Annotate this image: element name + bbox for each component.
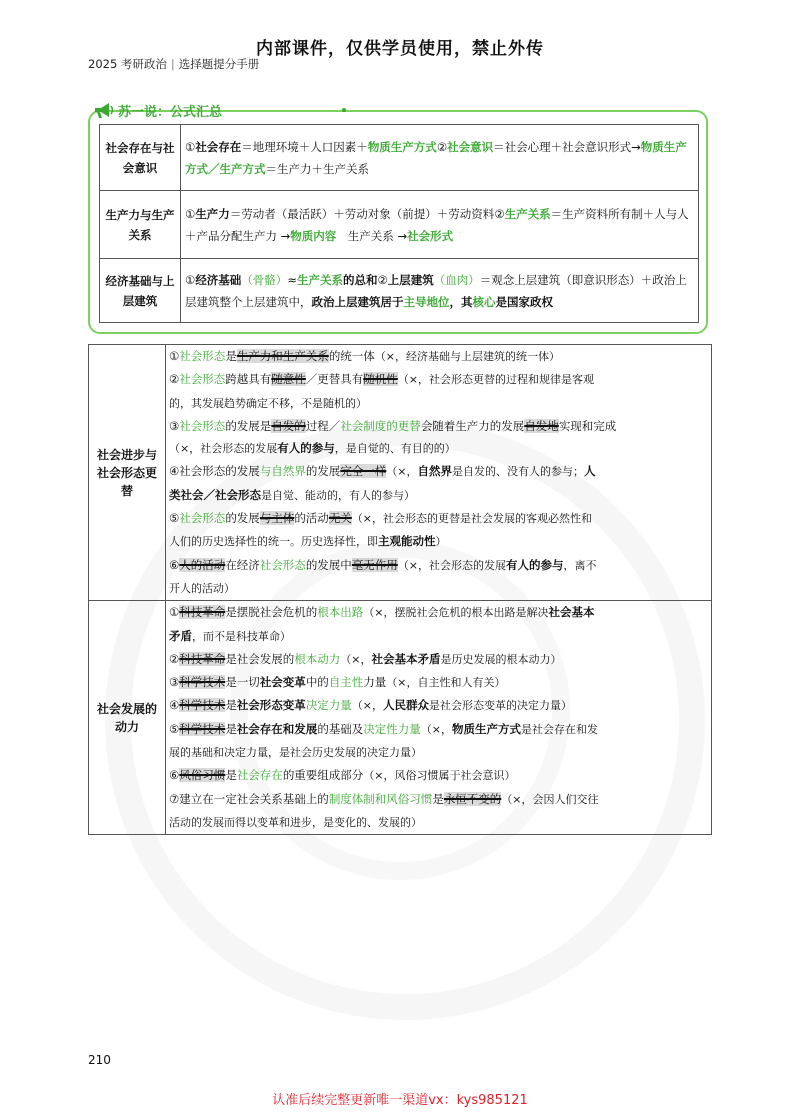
text-segment: 是: [225, 721, 237, 736]
topic-content: [166, 345, 712, 601]
text-segment: 是: [225, 698, 237, 713]
section-label-rule: [230, 110, 340, 111]
struck-text: 完全一样: [340, 464, 387, 479]
note-text: 是自觉、能动的，有人的参与）: [261, 488, 415, 502]
text-line: [169, 764, 708, 787]
footer-notice: 认准后续完整更新唯一渠道vx：kys985121: [272, 1093, 528, 1108]
text-segment: 是: [225, 349, 237, 363]
text-segment: 的统一体: [328, 349, 375, 363]
text-segment: ②: [436, 139, 448, 154]
struck-text: 永恒不变的: [443, 791, 502, 806]
emphasis-text: 物质生产方式: [367, 139, 437, 154]
text-segment: 的发展是: [225, 418, 272, 433]
text-line: [437, 140, 631, 154]
emphasis-text: 有人的参与: [277, 441, 335, 456]
struck-text: 与主体: [259, 511, 295, 526]
text-segment: 的基础及: [317, 721, 364, 736]
running-header: [88, 56, 259, 72]
struck-text: 科学技术: [179, 698, 226, 713]
emphasis-text: 物质内容: [290, 228, 337, 243]
text-segment: 的发展: [305, 464, 341, 479]
text-line: [243, 229, 454, 243]
text-line: [185, 207, 494, 221]
note-text: ，而不是科技革命）: [192, 629, 291, 643]
emphasis-text: （骨骼）: [241, 272, 288, 287]
formula-content: [181, 125, 699, 191]
formula-content: [181, 259, 699, 323]
struck-text: 科学技术: [179, 721, 226, 736]
text-segment: ⑤: [169, 721, 180, 736]
topic-category: 社会发展的动力: [89, 601, 166, 835]
struck-text: 人的活动: [179, 557, 226, 572]
text-segment: ②: [377, 272, 388, 287]
text-line: [169, 460, 708, 483]
text-segment: ＝生产资料所有制＋人与人＋产品分配: [185, 206, 689, 243]
text-segment: ③: [169, 675, 180, 690]
emphasis-text: 有人的参与: [506, 557, 564, 572]
emphasis-text: 社会变革: [259, 675, 306, 690]
struck-text: 自发的: [271, 418, 306, 433]
text-segment: 是摆脱社会危机的: [225, 605, 318, 620]
text-segment: ③: [169, 418, 180, 433]
emphasis-text: 社会制度的更替: [340, 418, 421, 433]
text-segment: 的活动: [294, 511, 329, 526]
text-segment: 生产关系 →: [336, 228, 408, 243]
emphasis-text: 社会存在: [195, 139, 242, 154]
struck-text: 风俗习惯: [179, 768, 226, 783]
note-text: （×，: [340, 652, 372, 666]
emphasis-text: 社会形态: [179, 349, 226, 363]
emphasis-text: 生产关系: [296, 272, 343, 287]
emphasis-text: 与自然界: [259, 464, 306, 479]
note-text: 展的基础和决定力量，是社会历史发展的决定力量）: [169, 746, 422, 760]
note-text: ）: [435, 535, 447, 549]
text-segment: ＝社会心理＋社会意识形式: [493, 139, 632, 154]
emphasis-text: 上层建筑: [387, 272, 434, 287]
note-text: 是自发的、没有人的参与；: [452, 465, 585, 479]
formula-label: 生产力与生产关系: [100, 191, 181, 259]
emphasis-text: 自然界: [417, 464, 453, 479]
emphasis-text: （血肉）: [433, 272, 480, 287]
emphasis-text: 是国家政权: [495, 294, 553, 309]
text-segment: 是: [432, 791, 444, 806]
text-segment: 是: [225, 768, 237, 783]
formula-label: 经济基础与上层建筑: [100, 259, 181, 323]
emphasis-text: 物质生产方式: [452, 721, 522, 736]
text-line: [169, 484, 708, 507]
emphasis-text: 社会形态: [179, 418, 226, 433]
emphasis-text: 决定力量: [305, 698, 352, 713]
text-segment: ⑥: [169, 557, 180, 572]
text-segment: ②: [494, 206, 505, 221]
text-line: [169, 741, 708, 764]
text-segment: ＝生产力＋生产关系: [265, 161, 369, 176]
emphasis-text: 主观能动性: [378, 534, 436, 549]
text-line: [220, 295, 554, 309]
note-text: （×，自主性和人有关）: [386, 676, 506, 690]
text-line: [169, 601, 708, 624]
emphasis-text: 根本出路: [317, 605, 364, 620]
emphasis-text: 社会基本矛盾: [371, 651, 441, 666]
note-text: ，离不: [563, 558, 597, 572]
text-segment: →: [631, 139, 641, 154]
formula-label: 社会存在与社会意识: [100, 125, 181, 191]
note-text: 是社会存在和发: [521, 722, 599, 736]
text-segment: ①: [169, 349, 180, 363]
note-text: （×，社会形态的更替是社会发展的客观必然性和: [351, 512, 593, 526]
text-segment: ①: [169, 605, 180, 620]
text-line: [169, 415, 708, 437]
note-text: （×，: [386, 465, 418, 479]
note-text: ，是自觉的、有目的的）: [334, 442, 456, 456]
text-line: [169, 368, 708, 391]
formula-table: [99, 124, 699, 323]
text-segment: ≈: [287, 272, 297, 287]
emphasis-text: 社会基本: [548, 605, 595, 620]
struck-text: 生产力和生产关系: [236, 349, 329, 363]
emphasis-text: ，其: [449, 294, 473, 309]
note-text: （×，: [351, 699, 384, 713]
megaphone-icon: [92, 100, 114, 120]
topic-table: [88, 344, 712, 835]
emphasis-text: 社会形态变革: [236, 698, 306, 713]
text-segment: ①: [185, 139, 196, 154]
emphasis-text: 人民群众: [383, 698, 430, 713]
formula-row: [100, 191, 699, 259]
note-text: （×，摆脱社会危机的根本出路是解决: [363, 606, 549, 620]
text-segment: ⑥: [169, 768, 180, 783]
text-segment: ④: [169, 698, 180, 713]
text-segment: ②: [169, 651, 180, 666]
emphasis-text: 核心: [472, 294, 496, 309]
emphasis-text: 社会形态: [179, 372, 226, 387]
struck-text: 随机性: [363, 372, 398, 387]
emphasis-text: 生产关系: [504, 206, 551, 221]
text-line: [169, 694, 708, 717]
emphasis-text: 社会形式: [407, 228, 454, 243]
formula-content: [181, 191, 699, 259]
note-text: 是历史发展的根本动力）: [440, 652, 562, 666]
text-segment: ⑦建立在一定社会关系基础上的: [169, 791, 329, 806]
text-segment: ＝地理环境＋人口因素＋: [241, 139, 368, 154]
formula-row: [100, 259, 699, 323]
text-segment: 生产力 →: [242, 228, 291, 243]
text-segment: ＝观念上层建筑（即意识形态）＋政治上层建筑: [185, 272, 687, 309]
text-line: [169, 507, 708, 530]
header-book: 选择题提分手册: [178, 57, 260, 71]
text-segment: 的发展中: [305, 557, 352, 572]
formula-row: [100, 125, 699, 191]
topic-row: [89, 601, 712, 835]
text-segment: 跨越具有: [225, 372, 272, 387]
struck-text: 科技革命: [179, 651, 226, 666]
text-segment: 是一切: [225, 675, 260, 690]
text-segment: 实现和完成: [558, 418, 617, 433]
text-segment: 的发展: [225, 511, 260, 526]
text-line: [169, 718, 708, 741]
text-segment: 中的: [305, 675, 329, 690]
struck-text: 随意性: [271, 372, 306, 387]
note-text: （×，: [420, 722, 453, 736]
note-text: （×，风俗习惯属于社会意识）: [363, 769, 516, 783]
struck-text: 毫无作用: [351, 557, 398, 572]
note-text: （×，会因人们交往: [501, 792, 599, 806]
emphasis-text: 社会意识: [447, 139, 494, 154]
note-text: （×，社会形态的发展: [169, 442, 278, 456]
struck-text: 科技革命: [179, 605, 226, 620]
text-line: [169, 530, 708, 553]
text-line: [169, 625, 708, 648]
note-text: 是社会形态变革的决定力量）: [429, 699, 573, 713]
emphasis-text: 物质生产方式／生产方式: [185, 139, 687, 176]
struck-text: 科学技术: [179, 675, 226, 690]
text-segment: ⑤: [169, 511, 180, 526]
emphasis-text: 政治上层建筑居于: [311, 294, 404, 309]
emphasis-text: 自主性: [328, 675, 364, 690]
note-text: 的，其发展趋势确定不移，不是随机的）: [169, 396, 367, 410]
note-text: 开人的活动）: [169, 581, 235, 595]
text-segment: 过程／: [305, 418, 341, 433]
top-title: 内部课件，仅供学员使用，禁止外传: [256, 39, 544, 59]
text-segment: ①: [185, 272, 196, 287]
page-number: 210: [88, 1053, 111, 1067]
text-line: [169, 554, 708, 577]
emphasis-text: 主导地位: [403, 294, 450, 309]
note-text: （×，社会形态的发展: [397, 558, 507, 572]
text-line: [169, 345, 708, 368]
emphasis-text: 经济基础: [195, 272, 242, 287]
text-line: [169, 437, 708, 460]
header-separator: |: [170, 57, 175, 71]
text-segment: 是社会发展的: [225, 651, 295, 666]
text-line: [169, 648, 708, 671]
emphasis-text: 人: [584, 464, 596, 479]
emphasis-text: 社会形态: [179, 511, 226, 526]
section-label-text: 苏一说：公式汇总: [118, 104, 223, 120]
text-segment: ＝劳动者（最活跃）＋劳动对象（前提）＋劳动资料: [229, 206, 495, 221]
text-line: [169, 788, 708, 811]
text-line: [169, 577, 708, 600]
topic-content: [166, 601, 712, 835]
emphasis-text: 社会存在和发展: [236, 721, 318, 736]
note-text: 活动的发展而得以变革和进步，是变化的、发展的）: [169, 815, 422, 829]
emphasis-text: 的总和: [342, 272, 378, 287]
emphasis-text: 生产力: [195, 206, 230, 221]
text-segment: ②: [169, 372, 180, 387]
text-segment: 整个上层建筑中，: [219, 294, 312, 309]
text-line: [169, 392, 708, 415]
topic-category: 社会进步与社会形态更替: [89, 345, 166, 601]
text-segment: ①: [185, 206, 196, 221]
emphasis-text: 社会存在: [236, 768, 283, 783]
struck-text: 无关: [328, 511, 352, 526]
text-segment: 力量: [363, 675, 387, 690]
text-line: [169, 811, 708, 834]
text-segment: 会随着生产力的发展: [420, 418, 525, 433]
note-text: 人们的历史选择性的统一。历史选择性，即: [169, 535, 378, 549]
text-line: [185, 140, 437, 154]
text-segment: 在经济: [225, 557, 260, 572]
header-year-subject: 2025 考研政治: [88, 57, 167, 71]
text-line: [169, 671, 708, 694]
note-text: （×，社会形态更替的过程和规律是客观: [397, 373, 595, 387]
section-label: [92, 100, 346, 120]
note-text: （×，经济基础与上层建筑的统一体）: [374, 350, 561, 363]
emphasis-text: 社会形态: [259, 557, 306, 572]
struck-text: 自发地: [524, 418, 559, 433]
emphasis-text: 制度体制和风俗习惯: [328, 791, 433, 806]
text-segment: ／更替具有: [305, 372, 364, 387]
text-segment: 的重要组成部分: [282, 768, 364, 783]
text-segment: ④社会形态的发展: [169, 464, 260, 479]
emphasis-text: 矛盾: [169, 628, 192, 643]
section-label-dot: [342, 108, 346, 112]
emphasis-text: 决定性力量: [363, 721, 421, 736]
text-line: [185, 273, 377, 287]
topic-row: [89, 345, 712, 601]
emphasis-text: 根本动力: [294, 651, 341, 666]
emphasis-text: 类社会／社会形态: [169, 487, 261, 502]
